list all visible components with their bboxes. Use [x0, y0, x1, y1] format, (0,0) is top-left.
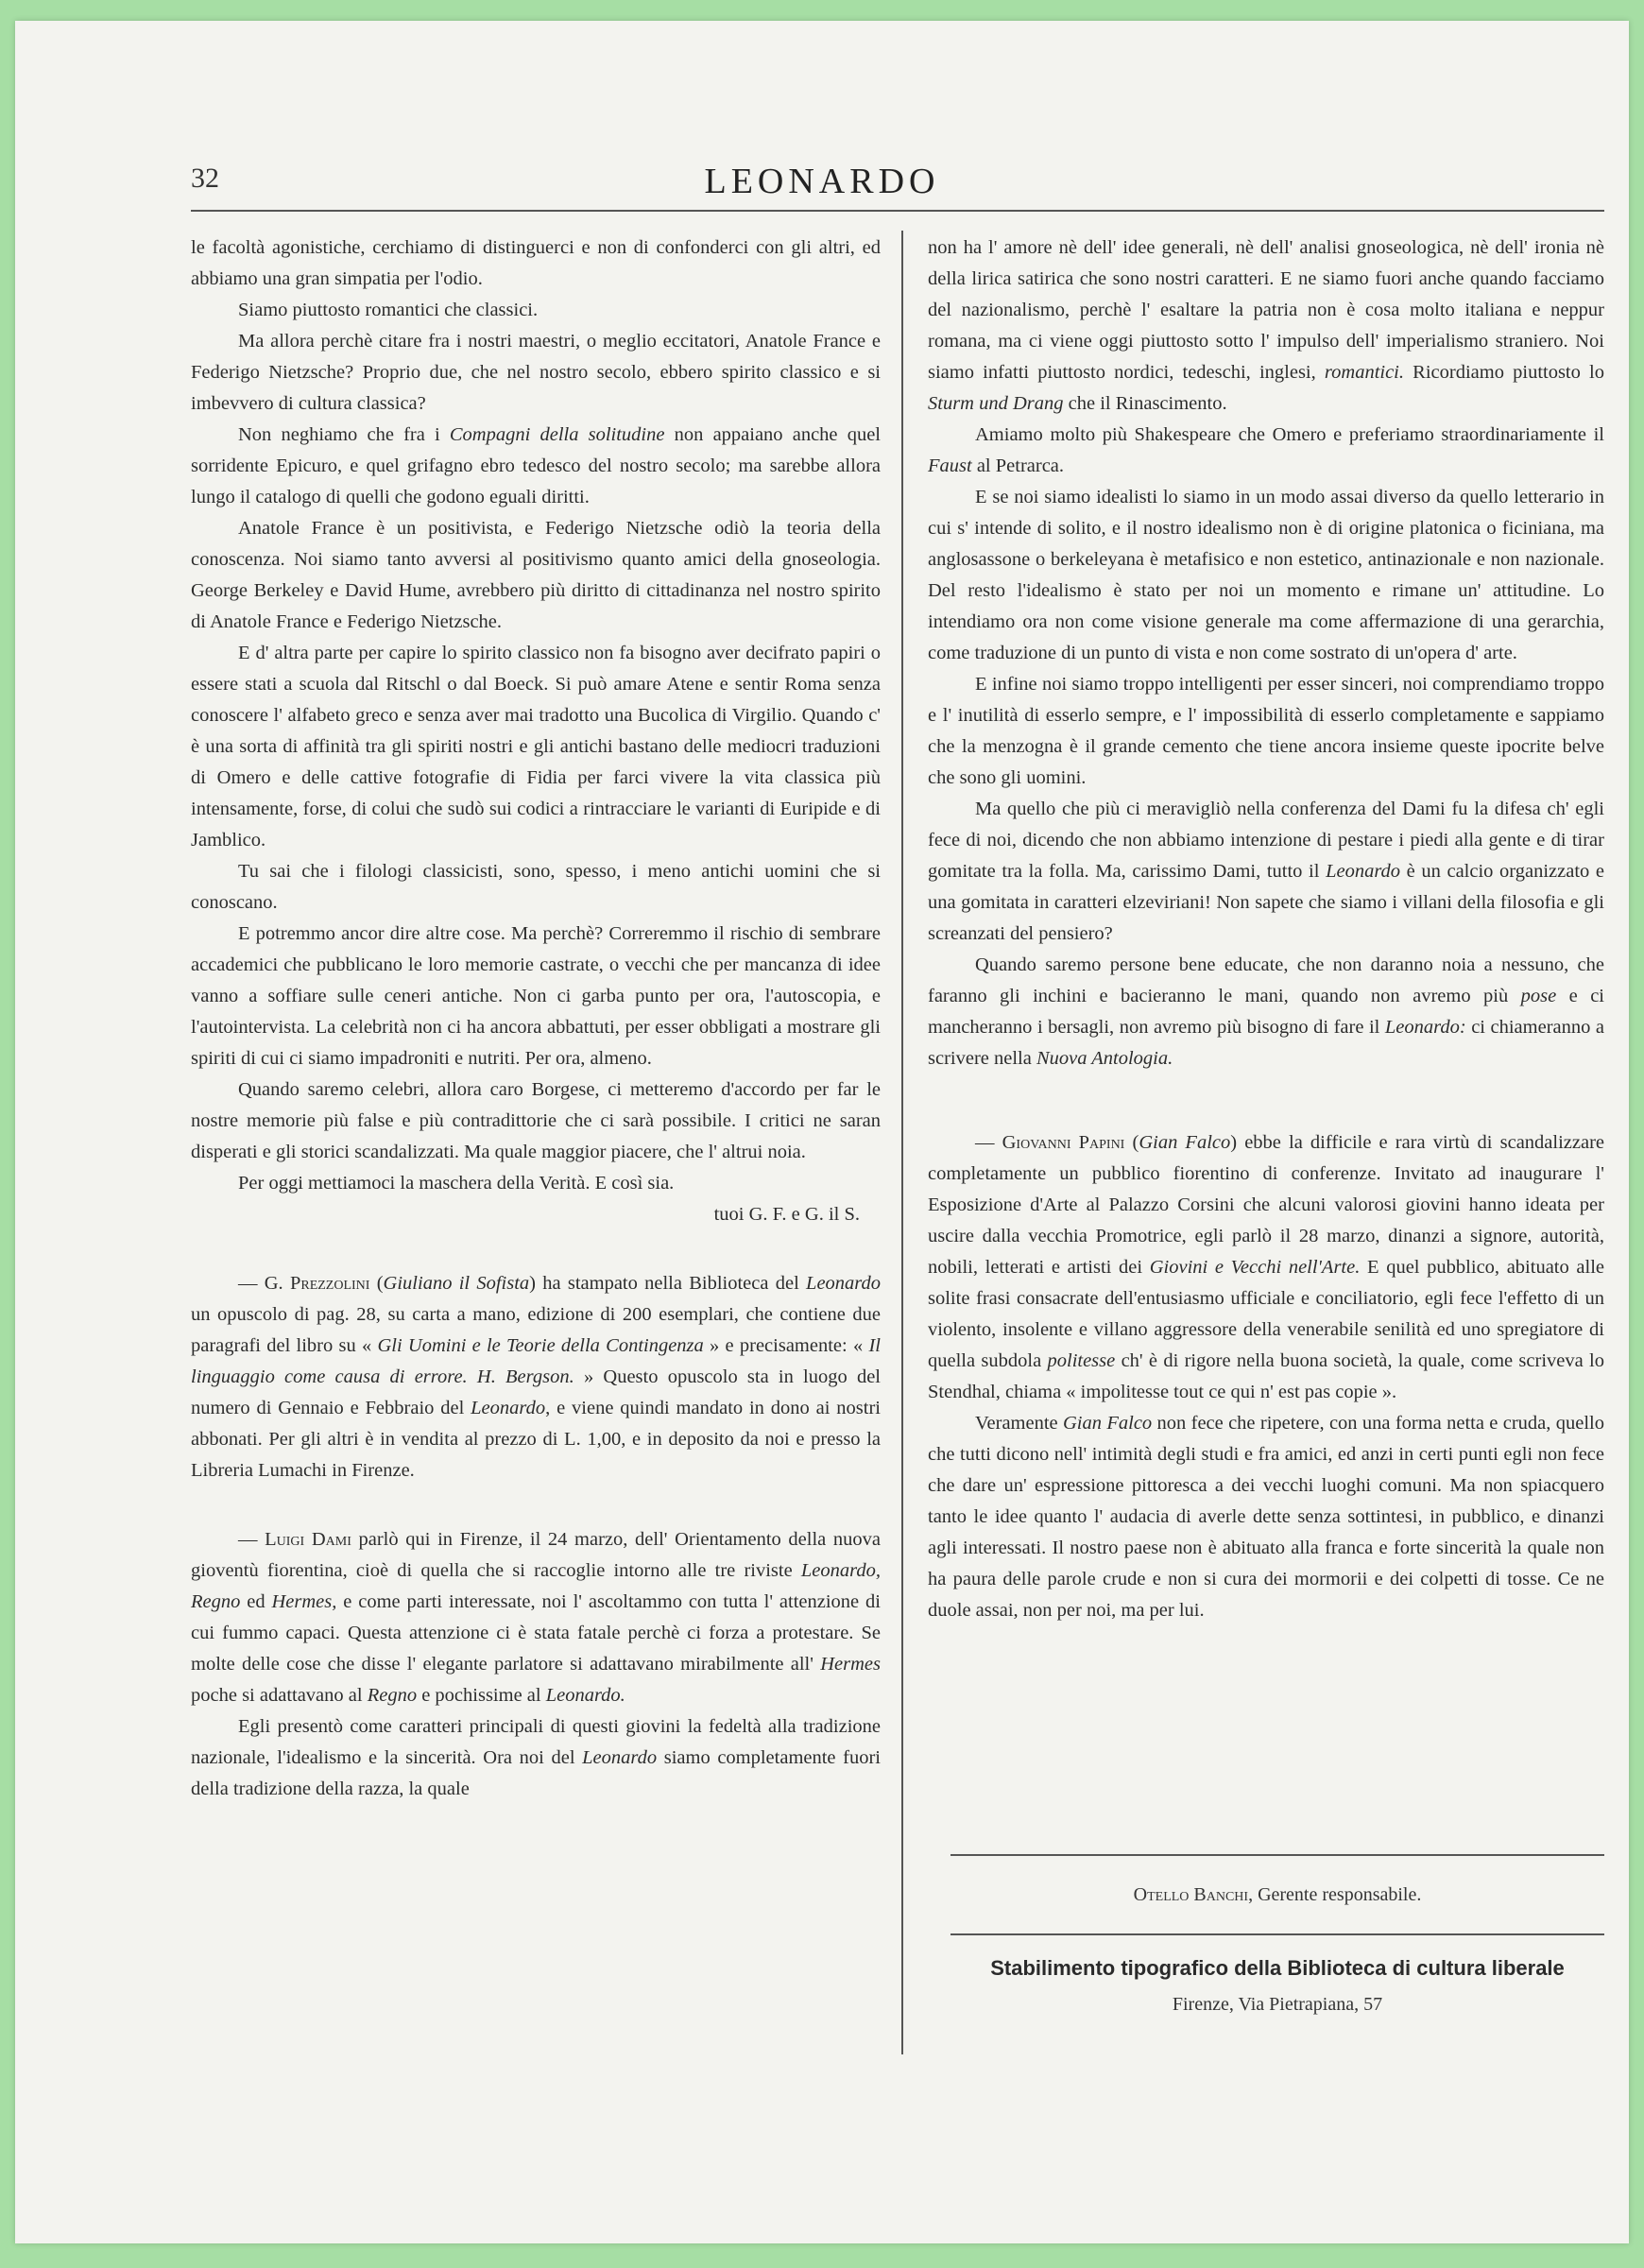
emphasis: romantici.	[1324, 362, 1405, 383]
text-run: e pochissime al	[417, 1685, 546, 1706]
journal-name: Regno	[367, 1685, 418, 1706]
paragraph: E potremmo ancor dire altre cose. Ma perchè? Correremmo il rischio di sembrare accademici che pubblicano le loro memorie castrate, o vecchi che per mancanza di idee vanno a soffiare sulle ceneri antiche. Non ci garba punto per ora, l'autoscopia, e l'autointervista. La celebrità non ci ha ancora abbattuti, per esser obbligati a mostrare gli spiriti di cui ci siamo impadroniti e nutriti. Per ora, almeno.	[191, 923, 881, 1069]
paragraph: Siamo piuttosto romantici che classici.	[238, 300, 539, 320]
paragraph	[928, 794, 1604, 950]
pseudonym: Gian Falco	[1139, 1132, 1231, 1153]
paragraph: Anatole France è un positivista, e Federigo Nietzsche odiò la teoria della conoscenza. Noi siamo tanto avversi al positivismo quanto amici della gnoseologia. George Berkeley e David Hume, avrebbero più diritto di cittadinanza nel nostro spirito di Anatole France e Federigo Nietzsche.	[191, 518, 881, 632]
text-run: Quando saremo persone bene educate, che non daranno noia a nessuno, che faranno gli inchini e bacieranno le mani, quando non avremo più	[928, 954, 1604, 1006]
journal-name: Hermes	[820, 1654, 881, 1675]
page	[15, 21, 1629, 2243]
text-run: Amiamo molto più Shakespeare che Omero e preferiamo straordinariamente il	[975, 424, 1604, 445]
pseudonym: Giuliano il Sofista	[383, 1273, 530, 1294]
text-run: » e precisamente: «	[703, 1335, 869, 1356]
text-run: » Questo opuscolo sta in luogo del numero di Gennaio e Febbraio del	[191, 1366, 882, 1418]
right-column	[928, 232, 1604, 1626]
book-title: Compagni della solitudine	[449, 424, 665, 445]
text-run: non ha l' amore nè dell' idee generali, nè dell' analisi gnoseologica, nè dell' ironia nè della lirica satirica che sono nostri caratteri. E ne siamo fuori anche quando facciamo del nazionalismo, perchè l' esaltare la patria non è cosa molto italiana e neppur romana, ma ci viene oggi piuttosto sotto l' impulso dell' imperialismo straniero. Noi siamo infatti piuttosto nordici, tedeschi, inglesi,	[928, 237, 1604, 383]
paragraph	[928, 232, 1604, 420]
emphasis: Sturm und Drang	[928, 393, 1064, 414]
gerente-role: , Gerente responsabile.	[1248, 1884, 1422, 1905]
chapter-title: Il linguaggio come causa di errore. H. Bergson.	[191, 1335, 881, 1387]
journal-name: Hermes,	[271, 1591, 337, 1612]
author-name: Prezzolini	[289, 1273, 370, 1294]
journal-name: Leonardo:	[1384, 1017, 1466, 1038]
papini-note	[928, 1127, 1604, 1408]
header-rule	[191, 210, 1604, 212]
text-run: al Petrarca.	[971, 455, 1065, 476]
text-run: ch' è di rigore nella buona società, la quale, come scriveva lo Stendhal, chiama « impolitesse tout ce qui n' est pas copie ».	[928, 1350, 1604, 1402]
text-run: (	[369, 1273, 384, 1294]
paragraph: E se noi siamo idealisti lo siamo in un modo assai diverso da quello letterario in cui s' intende di solito, e il nostro idealismo non è di origine platonica o ficiniana, ma anglosassone o berkeleyana è metafisico e non estetico, antinazionale e non nazionale. Del resto l'idealismo è stato per noi un momento e rimane un' attitudine. Lo intendiamo ora non come visione generale ma come affermazione di una gerarchia, come traduzione di un punto di vista e non come sostrato di un'opera d' arte.	[928, 487, 1604, 663]
text-run: (	[1124, 1132, 1139, 1153]
text-run: —	[975, 1132, 1002, 1153]
text-run: Egli presentò come caratteri principali di questi giovini la fedeltà alla tradizione nazionale, l'idealismo e la sincerità. Ora noi del	[191, 1716, 881, 1768]
printer-name: Stabilimento tipografico della Biblioteca di cultura liberale	[990, 1956, 1565, 1980]
signature: tuoi G. F. e G. il S.	[713, 1204, 860, 1225]
journal-name: Leonardo	[471, 1398, 546, 1418]
pseudonym: Gian Falco	[1063, 1413, 1153, 1434]
text-run: Veramente	[975, 1413, 1063, 1434]
paragraph: Ma allora perchè citare fra i nostri maestri, o meglio eccitatori, Anatole France e Federigo Nietzsche? Proprio due, che nel nostro secolo, ebbero spirito classico e si imbevvero di cultura classica?	[191, 331, 881, 414]
text-run: Ma quello che più ci meravigliò nella conferenza del Dami fu la difesa ch' egli fece di noi, dicendo che non abbiamo intenzione di pestare i piedi alla gente e di tirar gomitate tra la folla. Ma, carissimo Dami, tutto il	[928, 799, 1604, 882]
paragraph	[928, 420, 1604, 482]
text-run: non fece che ripetere, con una forma netta e cruda, quello che tutti dicono nell' intimità degli studi e fra amici, ed anzi in certi punti egli non fece che dare un' espressione pittoresca a dei vecchi luoghi comuni. Ma non spiacquero tanto le idee quanto l' audacia di averle dette senza sottintesi, in pubblico, e dinanzi agli interessati. Il nostro paese non è abituato alla franca e forte sincerità la quale non ha paura delle parole crude e non si cura dei mormorii e dei colpetti di tosse. Ce ne duole assai, non per noi, ma per lui.	[928, 1413, 1604, 1621]
journal-name: Leonardo	[806, 1273, 882, 1294]
paragraph: E d' altra parte per capire lo spirito classico non fa bisogno aver decifrato papiri o essere stati a scuola dal Ritschl o dal Boeck. Si può amare Atene e sentir Roma senza conoscere l' alfabeto greco e senza aver mai tradotto una Bucolica di Virgilio. Quando c' è una sorta di affinità tra gli spiriti nostri e gli antichi bastano delle mediocri traduzioni di Omero e delle cattive fotografie di Fidia per farci vivere la vita classica più intensamente, forse, di colui che sudò sui codici a rintracciare le varianti di Euripide e di Jamblico.	[191, 643, 881, 850]
paragraph	[928, 950, 1604, 1074]
paragraph: E infine noi siamo troppo intelligenti per esser sinceri, noi comprendiamo troppo e l' inutilità di esserlo sempre, e l' impossibilità di esserlo completamente e sappiamo che la menzogna è il grande cemento che tiene ancora insieme queste ipocrite belve che sono gli uomini.	[928, 674, 1604, 788]
text-run: Non neghiamo che fra i	[238, 424, 450, 445]
exhibition-title: Giovini e Vecchi nell'Arte.	[1149, 1257, 1361, 1278]
text-run: e ci mancheranno i bersagli, non avremo più bisogno di fare il	[928, 986, 1604, 1038]
text-run: , e viene quindi mandato in dono ai nostri abbonati. Per gli altri è in vendita al prezzo di L. 1,00, e in deposito da noi e presso la Libreria Lumachi in Firenze.	[191, 1398, 881, 1481]
text-run: E quel pubblico, abituato alle solite frasi consacrate dell'entusiasmo ufficiale e conciliatorio, egli fece l'effetto di un violento, insolente e villano aggressore della venerabile senilità ed uno spregiatore di quella subdola	[928, 1257, 1604, 1371]
running-title: LEONARDO	[704, 162, 940, 201]
book-title: Gli Uomini e le Teorie della Contingenza	[377, 1335, 704, 1356]
journal-name: Leonardo	[1326, 861, 1401, 882]
text-run: Ricordiamo piuttosto lo	[1404, 362, 1604, 383]
footer-rule-bottom	[950, 1933, 1604, 1935]
text-run: ci chiameranno a scrivere nella	[928, 1017, 1604, 1069]
dami-note	[191, 1524, 881, 1711]
text-run: poche si adattavano al	[191, 1685, 368, 1706]
paragraph: le facoltà agonistiche, cerchiamo di distinguerci e non di confonderci con gli altri, ed abbiamo una gran simpatia per l'odio.	[191, 237, 881, 289]
text-run: un opuscolo di pag. 28, su carta a mano, edizione di 200 esemplari, che contiene due paragrafi del libro su «	[191, 1304, 881, 1356]
text-run: — G.	[238, 1273, 290, 1294]
emphasis: pose	[1520, 986, 1557, 1006]
paragraph: Quando saremo celebri, allora caro Borgese, ci metteremo d'accordo per far le nostre memorie più false e più contradittorie che ci sarà possibile. I critici ne saran disperati e gli storici scandalizzati. Ma quale maggior piacere, che l' altrui noia.	[191, 1079, 881, 1162]
author-name: Luigi Dami	[265, 1529, 351, 1550]
journal-name: Nuova Antologia.	[1036, 1048, 1173, 1069]
prezzolini-note	[191, 1268, 881, 1486]
emphasis: politesse	[1047, 1350, 1116, 1371]
book-title: Faust	[928, 455, 972, 476]
paragraph: Per oggi mettiamoci la maschera della Verità. E così sia.	[238, 1173, 675, 1194]
page-number: 32	[191, 163, 219, 194]
paragraph: Tu sai che i filologi classicisti, sono, spesso, i meno antichi uomini che si conoscano.	[191, 861, 881, 913]
text-run: ed	[240, 1591, 272, 1612]
text-run: ) ebbe la difficile e rara virtù di scandalizzare completamente un pubblico fiorentino di conferenze. Invitato ad inaugurare l' Esposizione d'Arte al Palazzo Corsini che alcuni valorosi giovini hanno ideata per uscire dalla vecchia Promotrice, egli parlò il 28 marzo, dinanzi a signore, autorità, nobili, letterati e artisti dei	[928, 1132, 1605, 1278]
column-divider	[901, 231, 903, 2054]
text-run: —	[238, 1529, 265, 1550]
printer-address: Firenze, Via Pietrapiana, 57	[1172, 1994, 1383, 2015]
text-run: non appaiano anche quel sorridente Epicuro, e quel grifagno ebro tedesco del nostro secolo; ma sarebbe allora lungo il catalogo di quelli che godono eguali diritti.	[191, 424, 881, 507]
paragraph	[191, 420, 881, 513]
journal-name: Leonardo, Regno	[191, 1560, 881, 1612]
journal-name: Leonardo	[582, 1747, 658, 1768]
paragraph	[191, 1711, 881, 1805]
text-run: siamo completamente fuori della tradizione della razza, la quale	[191, 1747, 882, 1799]
footer-rule-top	[950, 1854, 1604, 1856]
text-run: è un calcio organizzato e una gomitata in caratteri elzeviriani! Non sapete che siamo i villani della filosofia e gli screanzati del pensiero?	[928, 861, 1604, 944]
text-run: che il Rinascimento.	[1063, 393, 1227, 414]
text-run: parlò qui in Firenze, il 24 marzo, dell' Orientamento della nuova gioventù fiorentina, cioè di quella che si raccoglie intorno alle tre riviste	[191, 1529, 882, 1581]
paragraph	[928, 1408, 1604, 1626]
author-name: Giovanni Papini	[1002, 1132, 1125, 1153]
gerente-line	[950, 1884, 1604, 1906]
left-column	[191, 232, 881, 1805]
text-run: e come parti interessate, noi l' ascoltammo con tutta l' attenzione di cui fummo capaci. Questa attenzione ci è stata fatale perchè ci forza a protestare. Se molte delle cose che disse l' elegante parlatore si adattavano mirabilmente all'	[191, 1591, 881, 1675]
gerente-name: Otello Banchi	[1133, 1884, 1249, 1905]
text-run: ) ha stampato nella Biblioteca del	[529, 1273, 807, 1294]
journal-name: Leonardo.	[545, 1685, 625, 1706]
